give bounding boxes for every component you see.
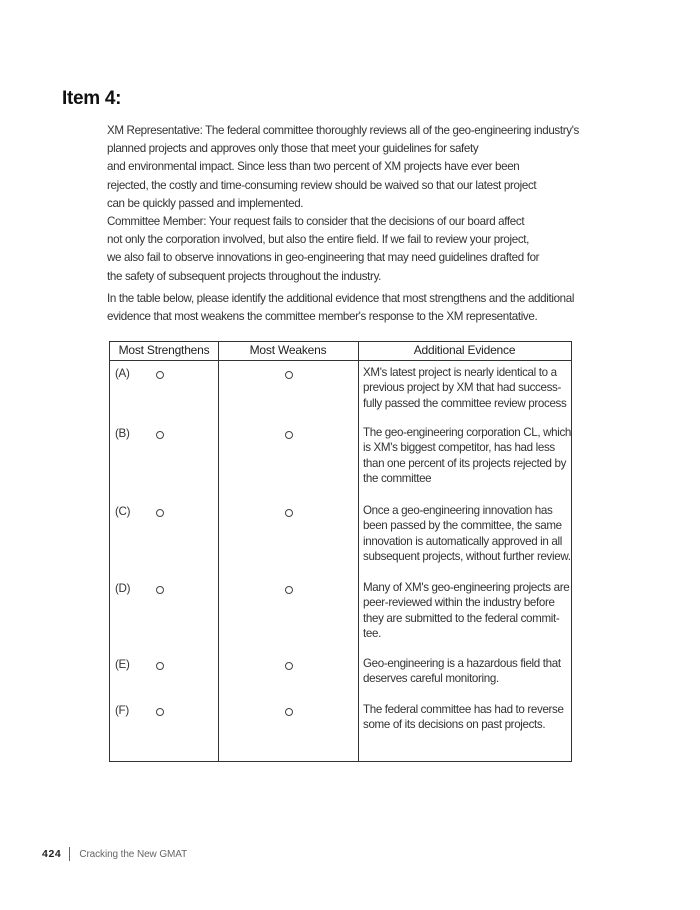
most-strengthens-radio-a[interactable]: [156, 371, 164, 379]
text-line: XM's latest project is nearly identical to a: [363, 366, 557, 379]
text-line: previous project by XM that had success-: [363, 381, 562, 395]
text-line: innovation is automatically approved in all: [363, 534, 562, 548]
committee-member-response: [107, 213, 582, 286]
most-strengthens-radio-d[interactable]: [156, 586, 164, 594]
page-footer: [42, 847, 187, 861]
text-line: In the table below, please identify the additional evidence that most strengthens and the additional: [107, 292, 575, 305]
most-strengthens-radio-c[interactable]: [156, 509, 164, 517]
text-line: is XM's biggest competitor, has had less: [363, 441, 555, 455]
evidence-text: [363, 580, 575, 642]
header-additional-evidence: Additional Evidence: [413, 343, 516, 357]
option-letter: (A): [115, 367, 130, 380]
option-letter: (C): [115, 505, 131, 518]
text-line: we also fail to observe innovations in geo-engineering that may need guidelines drafted for: [107, 251, 540, 265]
book-title: Cracking the New GMAT: [79, 848, 188, 860]
text-line: peer-reviewed within the industry before: [363, 596, 555, 610]
text-line: XM Representative: The federal committee thoroughly reviews all of the geo-engineering industry's: [107, 124, 579, 137]
evidence-text: [363, 365, 575, 411]
most-weakens-radio-c[interactable]: [285, 509, 293, 517]
option-letter: (E): [115, 658, 130, 671]
text-line: The federal committee has had to reverse: [363, 703, 564, 716]
most-weakens-radio-f[interactable]: [285, 708, 293, 716]
most-strengthens-radio-b[interactable]: [156, 431, 164, 439]
evidence-text: [363, 702, 575, 733]
evidence-text: [363, 425, 575, 487]
answer-table: [109, 341, 572, 762]
footer-divider: [69, 847, 70, 861]
text-line: Many of XM's geo-engineering projects are: [363, 581, 570, 594]
header-divider: [110, 360, 571, 361]
evidence-text: [363, 656, 575, 687]
text-line: Once a geo-engineering innovation has: [363, 504, 553, 517]
xm-representative-argument: [107, 122, 582, 213]
text-line: can be quickly passed and implemented.: [107, 196, 304, 210]
text-line: The geo-engineering corporation CL, which: [363, 426, 571, 439]
text-line: tee.: [363, 627, 381, 641]
text-line: fully passed the committee review process: [363, 396, 567, 410]
text-line: they are submitted to the federal commit-: [363, 611, 560, 625]
most-weakens-radio-d[interactable]: [285, 586, 293, 594]
text-line: been passed by the committee, the same: [363, 519, 562, 533]
text-line: not only the corporation involved, but also the entire field. If we fail to review your project,: [107, 233, 530, 247]
header-most-weakens: Most Weakens: [249, 343, 327, 357]
text-line: planned projects and approves only those that meet your guidelines for safety: [107, 142, 479, 156]
text-line: Committee Member: Your request fails to consider that the decisions of our board affect: [107, 215, 525, 228]
text-line: subsequent projects, without further review.: [363, 550, 571, 564]
option-letter: (B): [115, 427, 130, 440]
text-line: rejected, the costly and time-consuming review should be waived so that our latest project: [107, 178, 537, 192]
text-line: evidence that most weakens the committee member's response to the XM representative.: [107, 310, 538, 324]
most-weakens-radio-e[interactable]: [285, 662, 293, 670]
text-line: the safety of subsequent projects throughout the industry.: [107, 269, 382, 283]
column-divider: [358, 342, 359, 761]
column-divider: [218, 342, 219, 761]
text-line: than one percent of its projects rejected by: [363, 456, 567, 470]
most-weakens-radio-b[interactable]: [285, 431, 293, 439]
option-letter: (D): [115, 582, 131, 595]
text-line: the committee: [363, 472, 432, 486]
text-line: deserves careful monitoring.: [363, 672, 499, 686]
question-instructions: [107, 290, 582, 326]
evidence-text: [363, 503, 575, 565]
option-letter: (F): [115, 704, 129, 717]
most-weakens-radio-a[interactable]: [285, 371, 293, 379]
text-line: and environmental impact. Since less than two percent of XM projects have ever been: [107, 160, 520, 174]
item-title: Item 4:: [62, 88, 122, 109]
most-strengthens-radio-e[interactable]: [156, 662, 164, 670]
most-strengthens-radio-f[interactable]: [156, 708, 164, 716]
header-most-strengthens: Most Strengthens: [118, 343, 210, 357]
text-line: some of its decisions on past projects.: [363, 718, 546, 732]
text-line: Geo-engineering is a hazardous field that: [363, 657, 561, 670]
page-number: 424: [42, 848, 62, 860]
